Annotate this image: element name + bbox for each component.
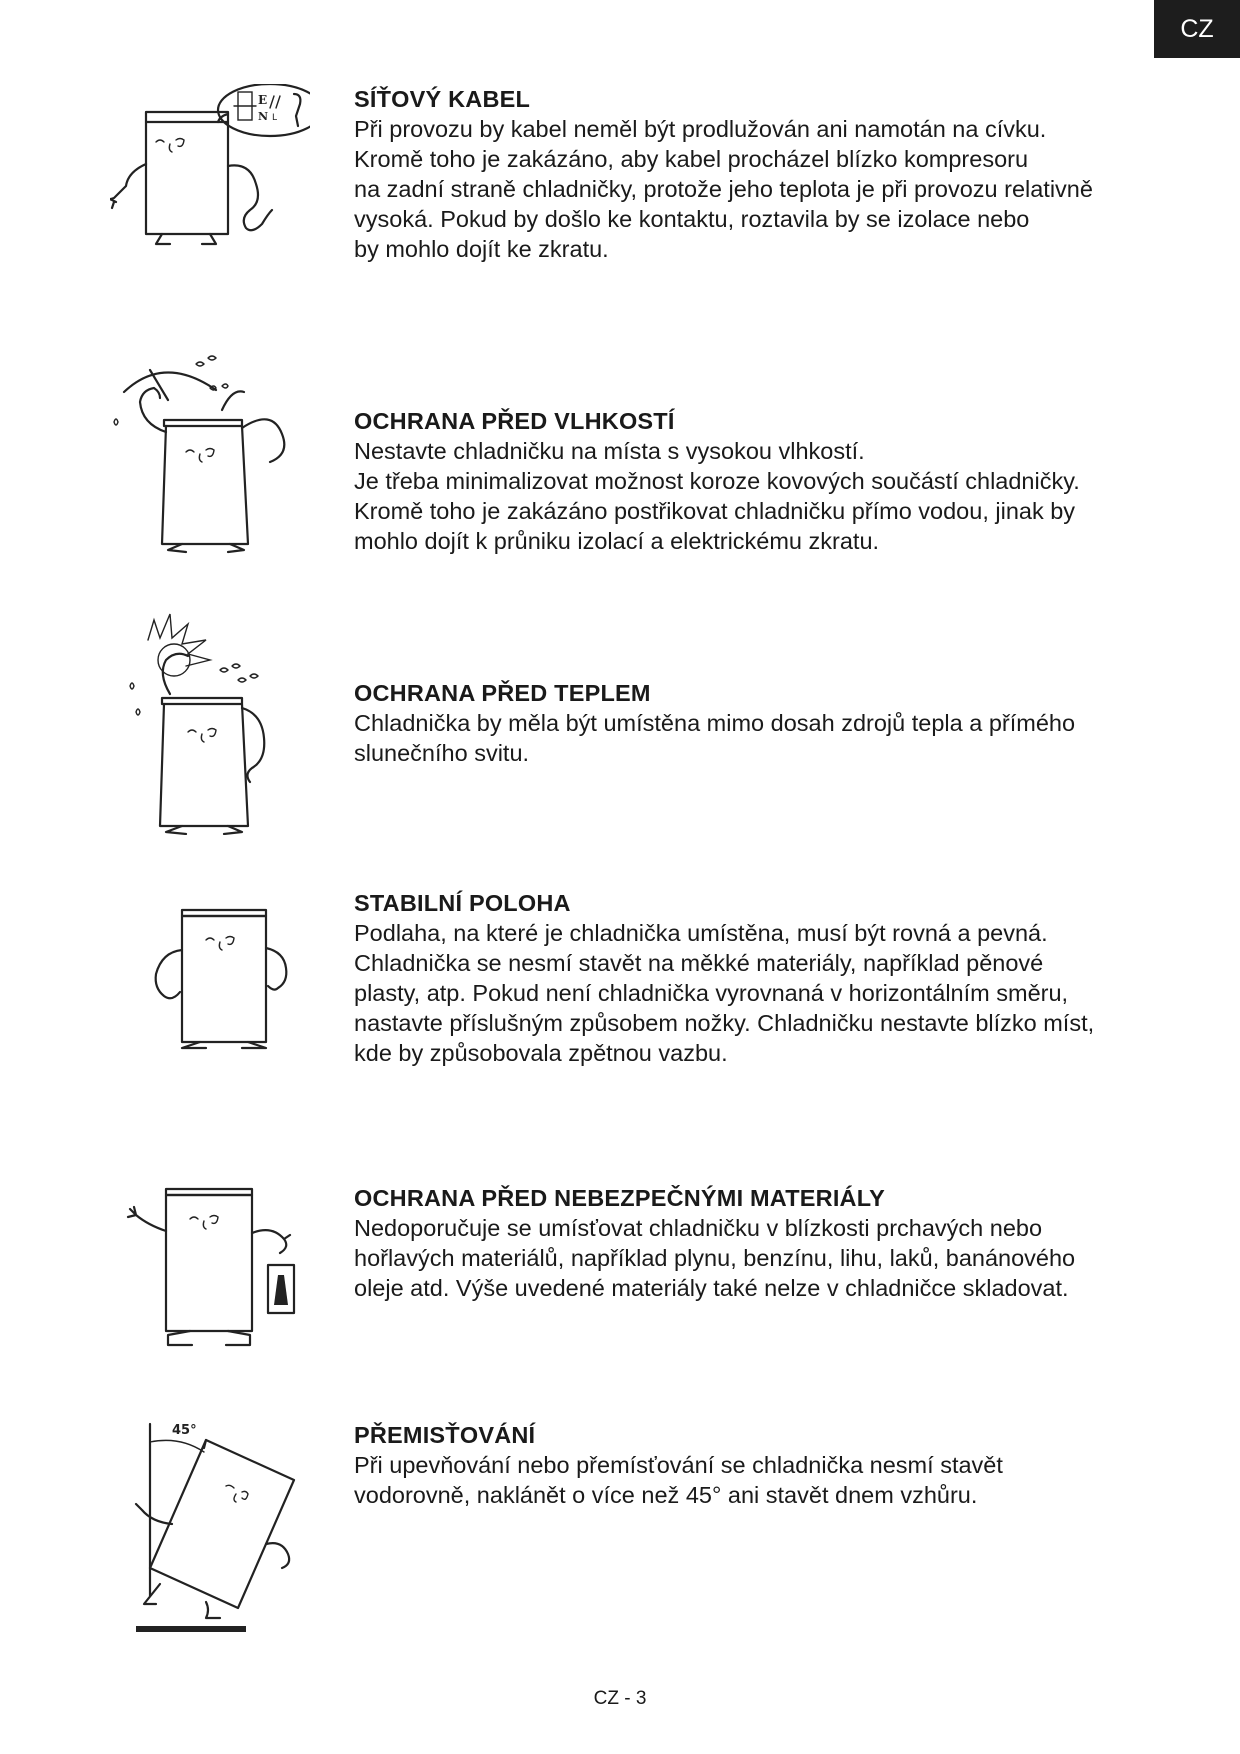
section-body: Při provozu by kabel neměl být prodlužován ani namotán na cívku. Kromě toho je zakázáno, aby kabel procházel blízko kompresoru na zadní straně chladničky, protože jeho teplota je při provozu relativně vysoká. Pokud by došlo ke kontaktu, roztavila by se izolace nebo by mohlo dojít ke zkratu. bbox=[354, 116, 1093, 262]
label-l: L bbox=[272, 113, 278, 123]
label-e: E bbox=[258, 93, 268, 107]
section-body: Nedoporučuje se umísťovat chladničku v blízkosti prchavých nebo hořlavých materiálů, například plynu, benzínu, lihu, laků, banánového oleje atd. Výše uvedené materiály také nelze v chladničce skladovat. bbox=[354, 1215, 1076, 1301]
fridge-standing-icon bbox=[110, 888, 310, 1058]
section-title: SÍŤOVÝ KABEL bbox=[354, 86, 531, 112]
section-title: OCHRANA PŘED NEBEZPEČNÝMI MATERIÁLY bbox=[354, 1185, 885, 1211]
section-body: Podlaha, na které je chladnička umístěna, musí být rovná a pevná. Chladnička se nesmí stavět na měkké materiály, například pěnové plasty, atp. Pokud není chladnička vyrovnaná v horizontálním směru, nastavte příslušným způsobem nožky. Chladničku nestavte blízko míst, kde by způsobovala zpětnou vazbu. bbox=[354, 920, 1095, 1066]
fridge-hazardous-materials-icon bbox=[110, 1183, 310, 1353]
section-title: PŘEMISŤOVÁNÍ bbox=[354, 1422, 536, 1448]
section-body: Při upevňování nebo přemísťování se chladnička nesmí stavět vodorovně, naklánět o více než 45° ani stavět dnem vzhůru. bbox=[354, 1452, 1003, 1508]
angle-label: 45° bbox=[172, 1423, 197, 1438]
fridge-tilt-45-icon bbox=[110, 1420, 310, 1635]
language-tab: CZ bbox=[1154, 0, 1240, 58]
section-body: Chladnička by měla být umístěna mimo dosah zdrojů tepla a přímého slunečního svitu. bbox=[354, 710, 1076, 766]
section-title: OCHRANA PŘED VLHKOSTÍ bbox=[354, 408, 675, 434]
fridge-umbrella-icon bbox=[110, 350, 310, 565]
fridge-sun-heat-icon bbox=[110, 610, 310, 835]
fridge-plug-cable-icon bbox=[110, 84, 310, 254]
section-body: Nestavte chladničku na místa s vysokou vlhkostí. Je třeba minimalizovat možnost koroze kovových součástí chladničky. Kromě toho je zakázáno postřikovat chladničku přímo vodou, jinak by mohlo dojít k průniku izolací a elektrickému zkratu. bbox=[354, 438, 1080, 554]
label-n: N bbox=[258, 110, 269, 123]
section-title: STABILNÍ POLOHA bbox=[354, 890, 571, 916]
section-title: OCHRANA PŘED TEPLEM bbox=[354, 680, 651, 706]
page-number: CZ - 3 bbox=[593, 1688, 647, 1709]
